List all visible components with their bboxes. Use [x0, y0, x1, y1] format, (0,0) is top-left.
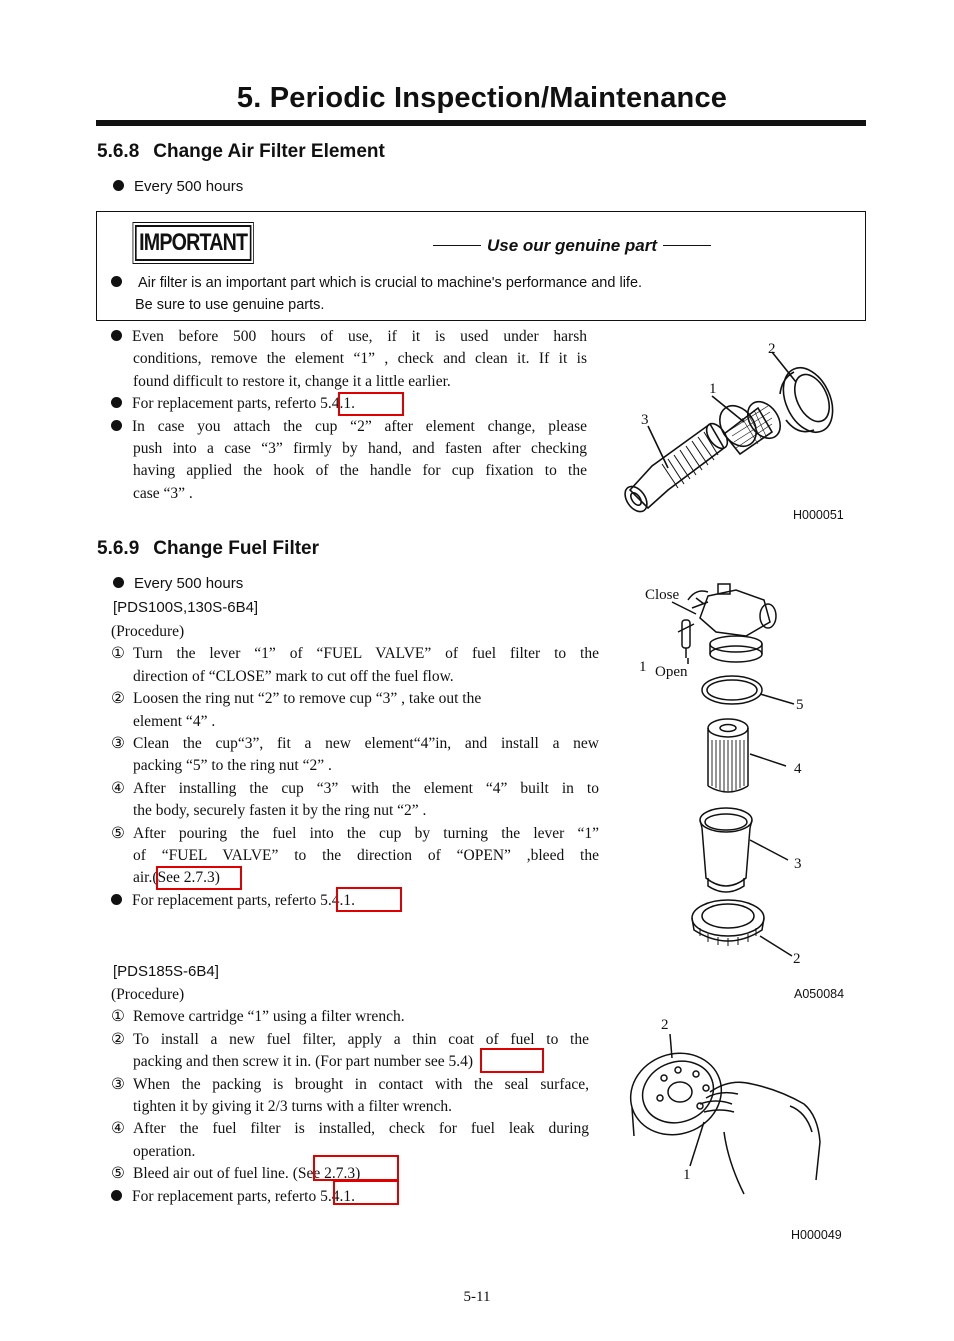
step-line: of “FUEL VALVE” to the direction of “OPEN” ,bleed the	[133, 847, 599, 865]
bullet-icon	[113, 577, 124, 588]
section-number: 5.6.8	[97, 141, 140, 162]
callout-label: 1	[683, 1167, 691, 1183]
callout-label: 2	[661, 1017, 669, 1033]
step-line: tighten it by giving it 2/3 turns with a filter wrench.	[133, 1098, 452, 1116]
highlight-box	[480, 1048, 544, 1073]
open-label: Open	[655, 664, 688, 680]
model-label: [PDS185S-6B4]	[113, 963, 219, 980]
callout-label: 2	[793, 951, 801, 967]
step-line: ④ After the fuel filter is installed, check for fuel leak during	[111, 1120, 589, 1138]
section-heading-5-6-9	[97, 538, 319, 560]
section-title: Change Fuel Filter	[153, 538, 320, 559]
callout-label: 2	[768, 341, 776, 357]
important-line-2: Be sure to use genuine parts.	[135, 297, 325, 313]
section-heading-5-6-8	[97, 141, 385, 163]
step-line: ③ When the packing is brought in contact with the seal surface,	[111, 1075, 589, 1093]
highlight-box	[313, 1155, 399, 1181]
reference-link[interactable]: to 5.4.1.	[304, 395, 355, 413]
note-line: found difficult to restore it, change it a little earlier.	[133, 372, 451, 390]
note-line: case “3” .	[133, 484, 193, 502]
note-line: Even before 500 hours of use, if it is used under harsh	[111, 326, 587, 348]
bullet-icon	[111, 894, 122, 905]
important-badge: IMPORTANT	[135, 225, 251, 261]
section-title: Change Air Filter Element	[153, 141, 385, 162]
parts-line: For replacement parts, referto 5.4.1.	[111, 890, 599, 912]
step-line: element “4” .	[133, 712, 216, 730]
procedure-heading: (Procedure)	[111, 623, 185, 640]
fuel-filter-figure-b	[620, 1012, 856, 1246]
reference-link[interactable]: (See 2.7.3)	[292, 1165, 361, 1183]
step-line: packing “5” to the ring nut “2” .	[133, 757, 332, 775]
figure-code: H000049	[791, 1228, 842, 1242]
step-line: ② To install a new fuel filter, apply a thin coat of fuel to the	[111, 1030, 589, 1048]
bullet-icon	[113, 180, 124, 191]
parts-line: For replacement parts, referto 5.4.1.	[111, 1186, 589, 1208]
bullet-icon	[111, 330, 122, 341]
procedure-heading: (Procedure)	[111, 986, 185, 1003]
step-line: ③ Clean the cup“3”, fit a new element“4”in, and install a new	[111, 735, 599, 753]
callout-label: 1	[709, 381, 717, 397]
important-subtitle-text: Use our genuine part	[487, 236, 658, 255]
step-line: ② Loosen the ring nut “2” to remove cup “3” , take out the	[111, 690, 482, 708]
important-line-1: Air filter is an important part which is crucial to machine's performance and life.	[138, 275, 643, 291]
bullet-icon	[111, 276, 122, 287]
step-line: ④ After installing the cup “3” with the element “4” built in to	[111, 779, 599, 797]
step-line: ⑤ After pouring the fuel into the cup by turning the lever “1”	[111, 824, 599, 842]
dash-rule	[433, 245, 481, 246]
model-label: [PDS100S,130S-6B4]	[113, 599, 259, 616]
callout-label: 1	[639, 659, 647, 675]
page-number: 5-11	[463, 1289, 491, 1305]
highlight-box	[338, 392, 404, 416]
step-line: ① Remove cartridge “1” using a filter wrench.	[111, 1008, 405, 1026]
callout-label: 4	[794, 761, 802, 777]
interval-text: Every 500 hours	[134, 575, 244, 592]
interval-text: Every 500 hours	[134, 178, 244, 195]
close-label: Close	[645, 587, 680, 603]
interval-item	[113, 178, 243, 195]
dash-rule	[663, 245, 711, 246]
step-line: ⑤ Bleed air out of fuel line. (See 2.7.3)	[111, 1165, 361, 1183]
callout-label: 5	[796, 697, 804, 713]
title-rule	[96, 120, 866, 126]
note-line: conditions, remove the element “1” , check and clean it. If it is	[133, 350, 587, 368]
reference-link[interactable]: (See 2.7.3)	[152, 869, 220, 887]
page-title: 5. Periodic Inspection/Maintenance	[236, 82, 728, 114]
interval-item	[113, 575, 243, 592]
step-line: operation.	[133, 1142, 196, 1160]
step-line: air.(See 2.7.3)	[133, 869, 220, 887]
note-line: having applied the hook of the handle for cup fixation to the	[133, 462, 587, 480]
note-line: In case you attach the cup “2” after element change, please	[111, 416, 587, 438]
bullet-icon	[111, 397, 122, 408]
important-notice-box	[96, 211, 866, 321]
step-line: the body, securely fasten it by the ring nut “2” .	[133, 802, 427, 820]
fuel-filter-figure-a	[636, 578, 856, 1008]
bullet-icon	[111, 1190, 122, 1201]
figure-code: H000051	[793, 508, 844, 522]
important-text	[111, 272, 642, 316]
bullet-icon	[111, 420, 122, 431]
air-filter-figure	[612, 338, 852, 522]
note-line: For replacement parts, referto 5.4.1.	[111, 393, 587, 415]
step-line: direction of “CLOSE” mark to cut off the fuel flow.	[133, 667, 454, 685]
reference-link[interactable]: to 5.4.1.	[304, 1187, 355, 1205]
highlight-box	[336, 887, 402, 912]
cartridge-illustration	[620, 1012, 856, 1246]
step-line: packing and then screw it in. (For part number see 5.4)	[133, 1053, 474, 1071]
note-line: push into a case “3” firmly by hand, and fasten after checking	[133, 440, 587, 458]
highlight-box	[333, 1180, 399, 1205]
highlight-box	[156, 866, 242, 890]
section-number: 5.6.9	[97, 538, 140, 559]
important-subtitle	[427, 236, 717, 256]
callout-label: 3	[641, 412, 649, 428]
fuel-filter-illustration	[636, 578, 856, 1008]
reference-link[interactable]: see 5.4)	[424, 1053, 474, 1071]
step-line: ① Turn the lever “1” of “FUEL VALVE” of fuel filter to the	[111, 645, 599, 663]
reference-link[interactable]: to 5.4.1.	[304, 891, 355, 909]
callout-label: 3	[794, 856, 802, 872]
figure-code: A050084	[794, 987, 845, 1001]
